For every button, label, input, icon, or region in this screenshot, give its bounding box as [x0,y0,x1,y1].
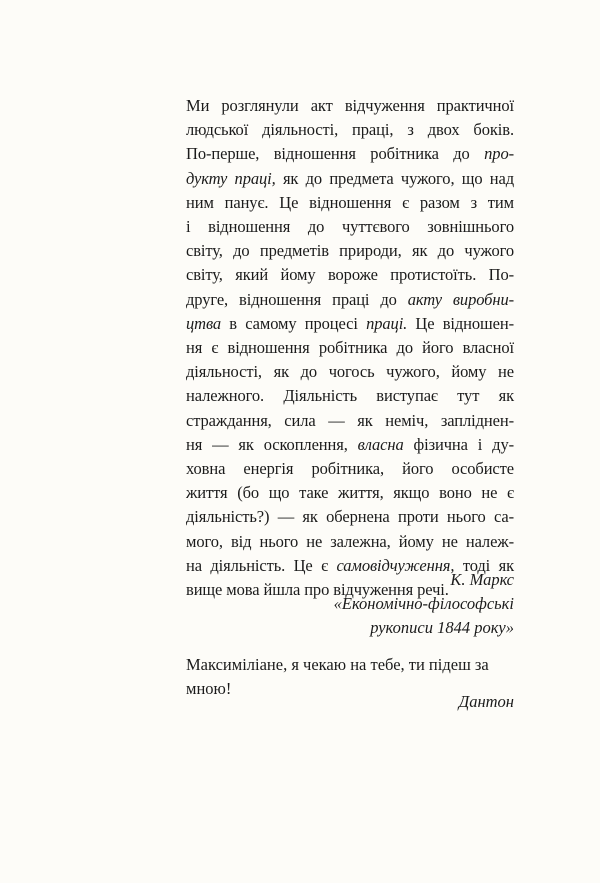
epigraph-line [186,191,514,215]
epigraph-line [186,94,514,118]
italic-text: дукту праці, [186,168,276,188]
text-segment: світу, до предметів природи, як до чужого [186,241,514,261]
danton-quote-line-1: Максиміліане, я чекаю на тебе, ти підеш за [186,655,489,674]
text-segment: діяльності, як до чогось чужого, йому не [186,362,514,382]
danton-attribution [459,690,514,714]
epigraph-line [186,142,514,166]
attribution-work-line-2: рукописи 1844 року» [370,618,514,638]
epigraph-line [186,118,514,142]
text-segment: страждання, сила — як неміч, запліднен- [186,410,514,430]
attribution-author: Дантон [458,692,514,711]
attribution-author: К. Маркс [450,570,514,589]
text-segment: світу, який йому вороже протистоїть. По- [186,265,514,285]
epigraph-line [186,360,514,384]
italic-text: праці. [366,313,408,333]
text-segment: діяльність?) — як обернена проти нього са- [186,507,514,527]
italic-text: цтва [186,313,222,333]
text-segment: тоді як [454,555,514,575]
italic-text: акту виробни- [407,289,514,309]
epigraph-line [186,239,514,263]
text-segment: ня є відношення робітника до його власної [186,338,514,358]
text-segment: ховна енергія робітника, його особисте [186,459,514,479]
text-segment: життя (бо що таке життя, якщо воно не є [186,483,514,503]
italic-text: самовідчуження, [336,555,455,575]
text-segment: Ми розглянули акт відчуження практичної [186,96,514,115]
epigraph-line [186,167,514,191]
marx-attribution [334,568,514,641]
epigraph-line [186,433,514,457]
text-segment: в самому процесі [221,313,367,333]
text-segment: ним панує. Це відношення є разом з тим [186,192,514,212]
text-segment: вище мова йшла про відчуження речі. [186,580,449,600]
attribution-work-line-1: «Економічно-філософські [333,594,514,614]
epigraph-line [186,505,514,529]
text-segment: По-перше, відношення робітника до [186,144,485,164]
text-segment: друге, відношення праці до [186,289,408,309]
epigraph-line [186,457,514,481]
epigraph-paragraph [186,94,514,602]
text-segment: мого, від нього не залежна, йому не належ- [186,531,514,551]
epigraph-line [186,263,514,287]
danton-quote-line-2: мною! [186,679,232,699]
text-segment: і відношення до чуттєвого зовнішнього [186,217,514,237]
epigraph-line [186,481,514,505]
epigraph-line [186,288,514,312]
text-segment: як до предмета чужого, що над [275,168,515,188]
italic-text: власна [357,434,404,454]
epigraph-line [186,336,514,360]
text-segment: належного. Діяльність виступає тут як [186,386,514,406]
epigraph-line [186,312,514,336]
epigraph-line [186,409,514,433]
epigraph-line [186,215,514,239]
italic-text: про- [484,144,514,164]
text-segment: людської діяльності, праці, з двох боків. [186,120,514,140]
text-segment: фізична і ду- [403,434,514,454]
text-segment: на діяльність. Це є [186,555,337,575]
epigraph-line [186,384,514,408]
text-segment: ня — як оскоплення, [186,434,358,454]
marx-epigraph [186,94,514,602]
text-segment: Це відношен- [407,313,514,333]
epigraph-line [186,530,514,554]
